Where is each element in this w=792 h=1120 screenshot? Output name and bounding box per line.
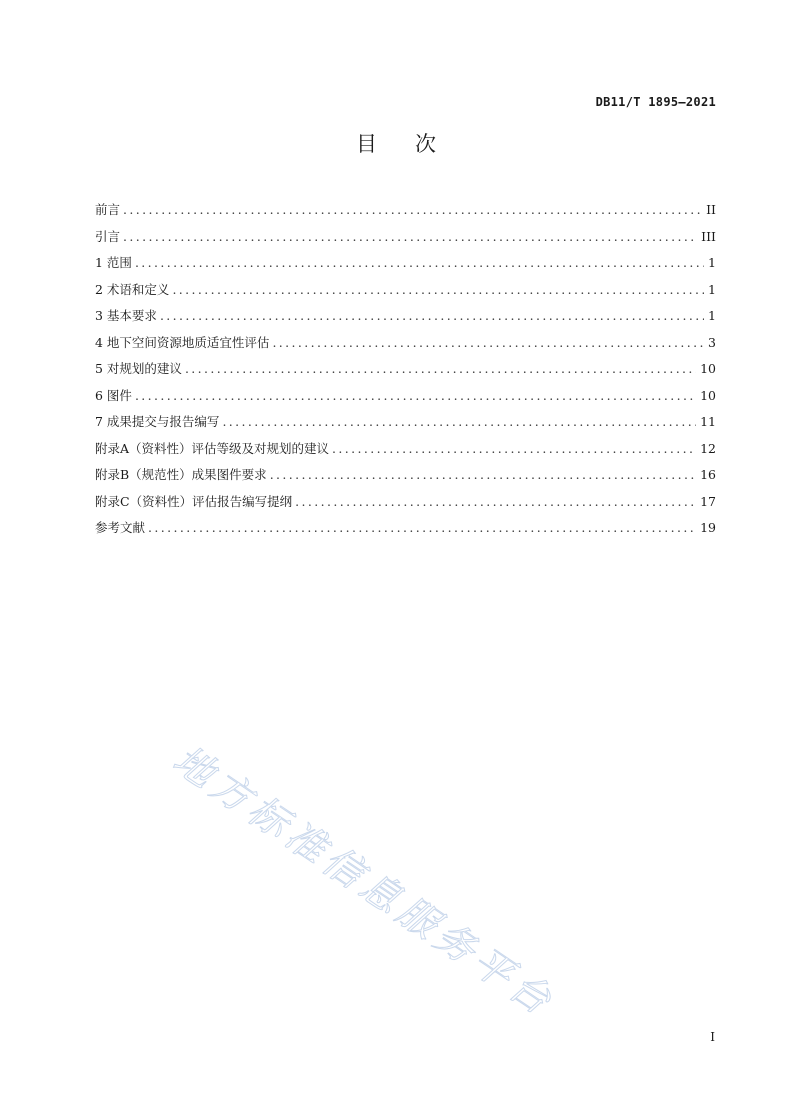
toc-entry[interactable] [95, 333, 716, 360]
toc-leader [222, 412, 696, 432]
toc-entry-label: 2 术语和定义 [95, 281, 170, 297]
toc-entry-label: 附录A（资料性）评估等级及对规划的建议 [95, 440, 330, 456]
toc-entry[interactable] [95, 412, 716, 439]
toc-entry-label: 6 图件 [95, 387, 132, 403]
toc-entry-page: 1 [708, 308, 716, 323]
toc-entry-page: 10 [700, 361, 716, 376]
toc-entry[interactable] [95, 465, 716, 492]
page-title-char-2: 次 [415, 132, 436, 156]
toc-entry[interactable] [95, 386, 716, 413]
toc-entry-label: 7 成果提交与报告编写 [95, 414, 220, 429]
toc-leader [135, 386, 696, 406]
toc-entry-label: 1 范围 [95, 255, 132, 270]
page-number: I [710, 1030, 715, 1044]
toc-entry-page: 12 [700, 440, 716, 456]
toc-entry-page: 3 [708, 334, 716, 350]
toc-entry-page: 16 [700, 467, 716, 482]
toc-entry-page: 1 [708, 281, 716, 297]
toc-leader [272, 333, 704, 353]
toc-leader [270, 465, 696, 485]
toc-leader [160, 306, 704, 326]
toc-entry-label: 3 基本要求 [95, 308, 157, 323]
toc-entry[interactable] [95, 492, 716, 519]
toc-entry-label: 5 对规划的建议 [95, 361, 182, 376]
watermark: 地方标准信息服务平台 [164, 737, 564, 1027]
toc-leader [332, 439, 696, 459]
toc-entry-label: 引言 [95, 228, 121, 244]
toc-entry-page: 19 [700, 520, 716, 535]
toc-entry-page: III [701, 228, 716, 244]
toc-entry-page: 11 [700, 414, 716, 429]
toc-entry-label: 参考文献 [95, 520, 146, 535]
toc-leader [295, 492, 696, 512]
toc-entry-label: 前言 [95, 202, 121, 217]
toc-entry-page: 10 [700, 387, 716, 403]
toc-leader [172, 280, 704, 300]
toc-entry[interactable] [95, 439, 716, 466]
toc-entry[interactable] [95, 359, 716, 386]
toc-entry[interactable] [95, 518, 716, 545]
toc-entry-label: 附录B（规范性）成果图件要求 [95, 467, 267, 482]
toc-entry-label: 附录C（资料性）评估报告编写提纲 [95, 493, 293, 509]
page-title-char-1: 目 [356, 132, 377, 156]
page-title [0, 128, 792, 158]
toc-entry[interactable] [95, 306, 716, 333]
toc-entry[interactable] [95, 253, 716, 280]
toc-entry[interactable] [95, 200, 716, 227]
toc-leader [123, 200, 702, 220]
toc-entry-page: 17 [700, 493, 716, 509]
toc-leader [148, 518, 696, 538]
toc-leader [135, 253, 704, 273]
toc-leader [185, 359, 696, 379]
toc-leader [123, 227, 697, 247]
standard-code: DB11/T 1895—2021 [595, 95, 716, 109]
toc-entry[interactable] [95, 227, 716, 254]
toc-entry-page: 1 [708, 255, 716, 270]
toc-entry-page: II [706, 202, 716, 217]
toc-entry-label: 4 地下空间资源地质适宜性评估 [95, 334, 270, 350]
table-of-contents [95, 200, 716, 545]
toc-entry[interactable] [95, 280, 716, 307]
